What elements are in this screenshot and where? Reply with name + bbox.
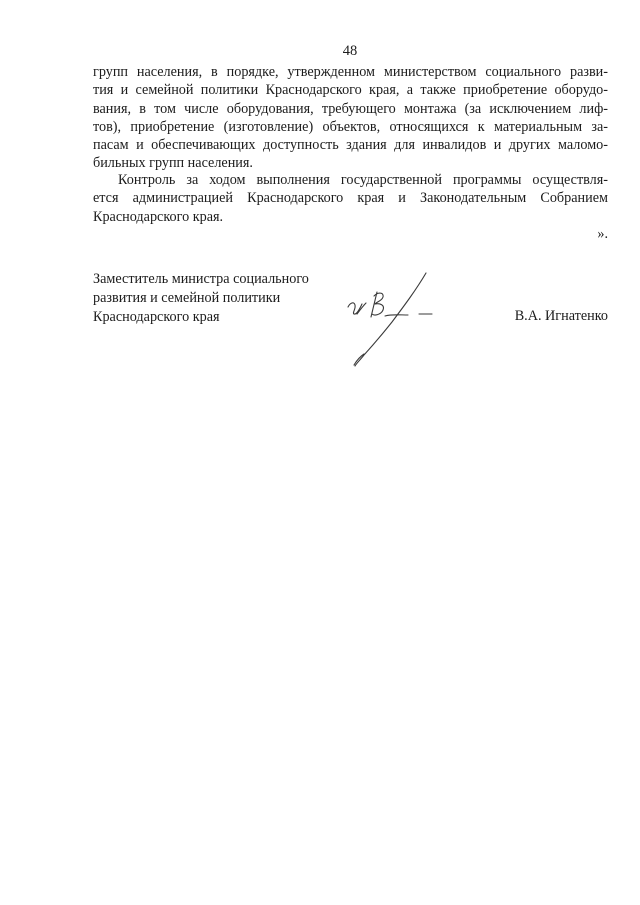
closing-quote: ».: [597, 226, 608, 242]
paragraph-line: вания, в том числе оборудования, требующего монтажа (за исключением лиф-: [93, 100, 608, 117]
paragraph-line: тов), приобретение (изготовление) объектов, относящихся к материальным за-: [93, 118, 608, 135]
paragraph-line: тия и семейной политики Краснодарского края, а также приобретение оборудо-: [93, 82, 608, 99]
signatory-position-line: Краснодарского края: [93, 309, 220, 326]
paragraph-line: ется администрацией Краснодарского края и Законодательным Собранием: [93, 190, 608, 207]
handwritten-signature: [330, 270, 450, 370]
paragraph-line: Контроль за ходом выполнения государственной программы осуществля-: [118, 172, 608, 188]
paragraph-line: групп населения, в порядке, утвержденном министерством социального разви-: [93, 64, 608, 80]
page-number: 48: [342, 43, 358, 59]
signatory-position-line: Заместитель министра социального: [93, 271, 309, 287]
signatory-position: [93, 270, 353, 328]
paragraph-line: Краснодарского края.: [93, 208, 224, 225]
paragraph-line: пасам и обеспечивающих доступность здания для инвалидов и других маломо-: [93, 137, 608, 154]
signatory-name: В.А. Игнатенко: [514, 308, 608, 324]
paragraph-1: [93, 63, 608, 173]
signatory-position-line: развития и семейной политики: [93, 290, 281, 307]
paragraph-2: [93, 171, 608, 226]
paragraph-line: бильных групп населения.: [93, 155, 253, 172]
